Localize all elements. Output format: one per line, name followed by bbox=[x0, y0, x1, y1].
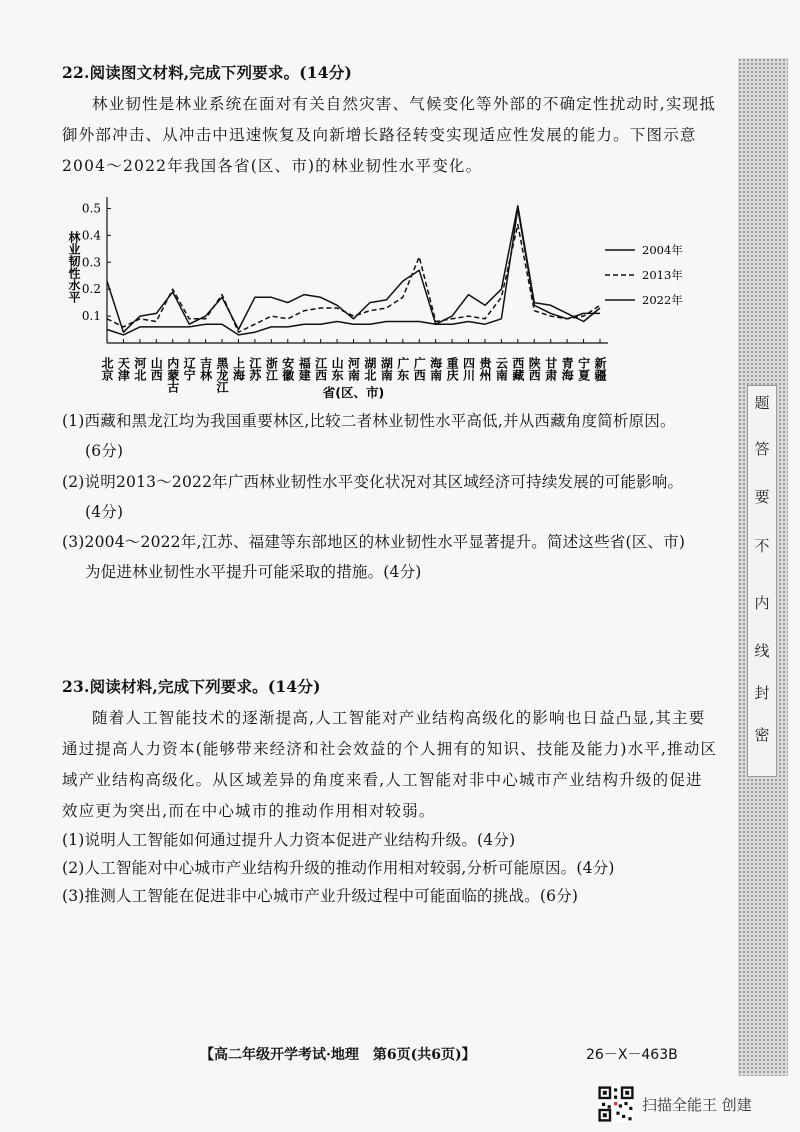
q23-question-3: (3)推测人工智能在促进非中心城市产业升级过程中可能面临的挑战。(6分) bbox=[62, 887, 579, 905]
x-tick-label: 上海 bbox=[231, 357, 246, 381]
y-tick-label: 0.2 bbox=[81, 282, 101, 297]
x-tick-label: 辽宁 bbox=[182, 357, 197, 381]
y-tick-label: 0.5 bbox=[81, 201, 101, 216]
q22-intro-line-2: 御外部冲击、从冲击中迅速恢复及向新增长路径转变实现适应性发展的能力。下图示意 bbox=[62, 126, 697, 144]
x-tick-label: 西藏 bbox=[510, 357, 525, 381]
x-tick-label: 重庆 bbox=[445, 357, 460, 381]
forestry-resilience-chart bbox=[60, 195, 683, 405]
x-tick-label: 广西 bbox=[412, 357, 427, 381]
x-tick-label: 甘肃 bbox=[543, 357, 558, 381]
y-tick-label: 0.1 bbox=[81, 309, 101, 324]
q23-intro-line-2: 通过提高人力资本(能够带来经济和社会效益的个人拥有的知识、技能及能力)水平,推动区 bbox=[62, 740, 718, 758]
x-tick-label: 湖南 bbox=[379, 357, 394, 381]
seal-char: 内 bbox=[754, 594, 770, 612]
x-tick-label: 江苏 bbox=[247, 357, 262, 381]
q22-heading: 22.阅读图文材料,完成下列要求。(14分) bbox=[62, 63, 353, 82]
x-tick-label: 湖北 bbox=[362, 357, 377, 381]
x-tick-label: 青海 bbox=[560, 357, 575, 381]
q22-intro-line-1: 林业韧性是林业系统在面对有关自然灾害、气候变化等外部的不确定性扰动时,实现抵 bbox=[92, 95, 717, 113]
x-tick-label: 贵州 bbox=[477, 357, 492, 381]
seal-char: 不 bbox=[754, 537, 770, 555]
seal-char: 封 bbox=[754, 684, 770, 702]
q22-question-3: (3)2004～2022年,江苏、福建等东部地区的林业韧性水平显著提升。简述这些省(区、市) bbox=[62, 533, 686, 551]
q22-intro-line-3: 2004～2022年我国各省(区、市)的林业韧性水平变化。 bbox=[62, 157, 483, 175]
legend-label: 2013年 bbox=[642, 268, 683, 282]
x-tick-label: 山东 bbox=[330, 357, 345, 381]
q22-question-1: (1)西藏和黑龙江均为我国重要林区,比较二者林业韧性水平高低,并从西藏角度简析原因。 bbox=[62, 412, 676, 430]
x-tick-label: 黑龙江 bbox=[215, 357, 230, 393]
seal-char: 线 bbox=[754, 642, 770, 660]
x-tick-label: 河南 bbox=[346, 357, 361, 381]
q23-intro-line-1: 随着人工智能技术的逐渐提高,人工智能对产业结构高级化的影响也日益凸显,其主要 bbox=[92, 709, 706, 727]
x-tick-label: 浙江 bbox=[264, 357, 279, 381]
seal-char: 密 bbox=[754, 726, 770, 744]
x-tick-label: 陕西 bbox=[527, 357, 542, 381]
q23-intro-line-3: 域产业结构高级化。从区域差异的角度来看,人工智能对非中心城市产业结构升级的促进 bbox=[62, 771, 703, 789]
scanner-watermark bbox=[598, 1086, 752, 1122]
seal-char: 答 bbox=[754, 440, 770, 458]
x-tick-label: 山西 bbox=[149, 357, 164, 381]
x-tick-label: 新疆 bbox=[593, 357, 607, 381]
x-axis-label: 省(区、市) bbox=[322, 385, 385, 400]
x-tick-label: 云南 bbox=[494, 357, 509, 381]
x-tick-label: 四川 bbox=[461, 357, 476, 381]
q22-question-2: (2)说明2013～2022年广西林业韧性水平变化状况对其区域经济可持续发展的可能影响。 bbox=[62, 473, 684, 491]
q23-heading: 23.阅读材料,完成下列要求。(14分) bbox=[62, 677, 321, 696]
scanner-text: 扫描全能王 创建 bbox=[642, 1095, 752, 1114]
y-tick-label: 0.3 bbox=[81, 255, 101, 270]
paper-code: 26－X－463B bbox=[586, 1047, 678, 1063]
q22-question-1-score: (6分) bbox=[85, 442, 124, 460]
x-tick-label: 北京 bbox=[100, 357, 114, 381]
legend-label: 2022年 bbox=[642, 293, 683, 307]
x-tick-label: 吉林 bbox=[198, 357, 213, 381]
x-tick-label: 江西 bbox=[313, 357, 328, 381]
x-tick-label: 福建 bbox=[297, 357, 312, 381]
q22-question-3-cont: 为促进林业韧性水平提升可能采取的措施。(4分) bbox=[85, 563, 422, 581]
seal-char: 题 bbox=[754, 394, 770, 412]
page-footer: 【高二年级开学考试·地理 第6页(共6页)】 bbox=[200, 1047, 476, 1063]
qr-code-icon bbox=[598, 1086, 634, 1122]
x-tick-label: 河北 bbox=[132, 357, 147, 381]
x-tick-label: 安徽 bbox=[280, 357, 295, 381]
x-tick-label: 海南 bbox=[428, 357, 443, 381]
y-axis-label: 林业韧性水平 bbox=[67, 231, 81, 303]
seal-line-box bbox=[747, 385, 777, 777]
series-line-2013年 bbox=[107, 225, 600, 333]
q23-question-2: (2)人工智能对中心城市产业结构升级的推动作用相对较弱,分析可能原因。(4分) bbox=[62, 859, 615, 877]
q23-intro-line-4: 效应更为突出,而在中心城市的推动作用相对较弱。 bbox=[62, 802, 436, 820]
seal-char: 要 bbox=[754, 488, 770, 506]
x-tick-label: 宁夏 bbox=[576, 357, 591, 381]
x-tick-label: 内蒙古 bbox=[165, 357, 180, 393]
x-tick-label: 天津 bbox=[116, 357, 131, 381]
legend-label: 2004年 bbox=[642, 243, 683, 257]
series-line-2022年 bbox=[107, 206, 600, 332]
y-tick-label: 0.4 bbox=[81, 228, 101, 243]
q22-question-2-score: (4分) bbox=[85, 503, 124, 521]
q23-question-1: (1)说明人工智能如何通过提升人力资本促进产业结构升级。(4分) bbox=[62, 831, 516, 849]
x-tick-label: 广东 bbox=[395, 357, 410, 381]
